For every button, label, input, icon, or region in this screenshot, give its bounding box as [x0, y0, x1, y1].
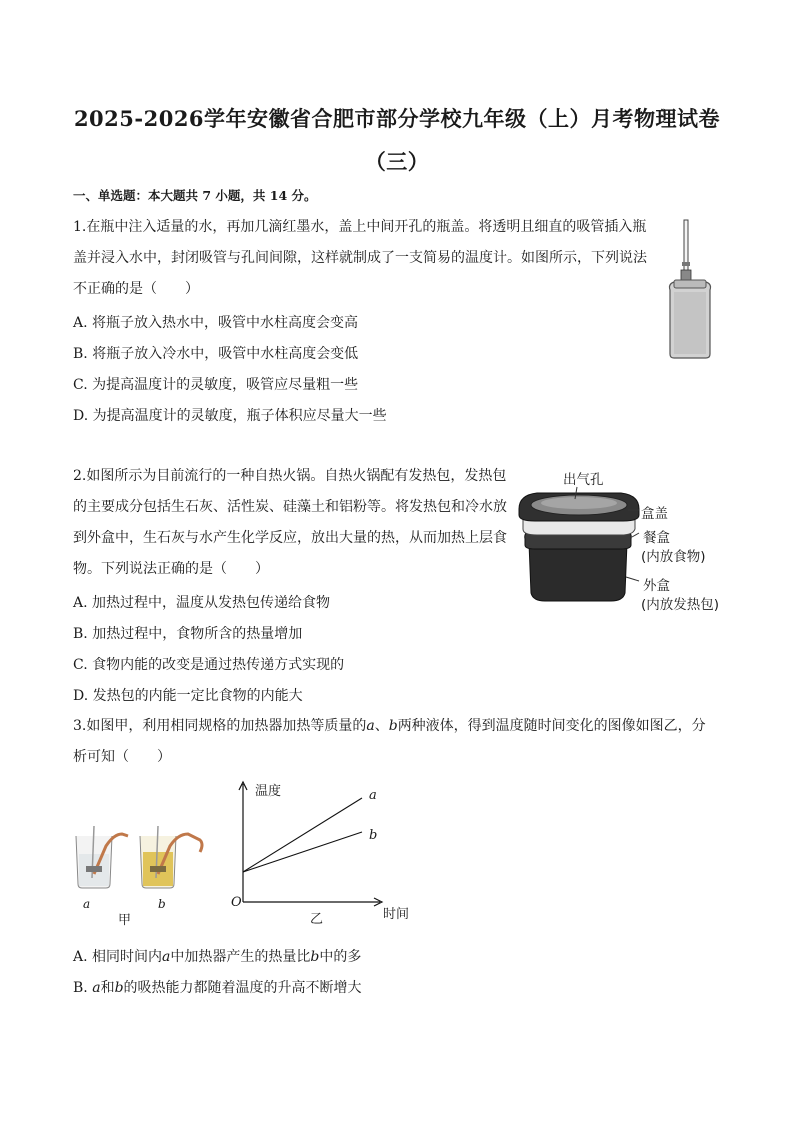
var-a: a [162, 949, 171, 965]
x-axis-label: 时间 [383, 907, 410, 922]
q3-optA-text-2: 中加热器产生的热量比 [170, 949, 311, 965]
beaker-b-label: b [158, 897, 166, 911]
beakers-figure [70, 826, 220, 892]
var-b: b [310, 949, 320, 965]
label-meal-box: 餐盒 [643, 530, 670, 546]
q2-option-c: C. 食物内能的改变是通过热传递方式实现的 [73, 657, 345, 673]
q3-option-a [73, 946, 361, 966]
self-heating-hotpot-figure [515, 485, 645, 605]
exam-title: 2025-2026学年安徽省合肥市部分学校九年级（上）月考物理试卷 [73, 106, 721, 131]
label-outer-box-note: (内放发热包) [641, 597, 720, 613]
label-vent: 出气孔 [563, 472, 604, 488]
q3-optB-text-2: 和 [100, 980, 115, 996]
line-b-label: b [369, 828, 378, 843]
bottle-thermometer-figure [664, 218, 724, 360]
q1-option-d: D. 为提高温度计的灵敏度，瓶子体积应尽量大一些 [73, 408, 387, 424]
beaker-a-label: a [83, 897, 91, 911]
q1-option-c: C. 为提高温度计的灵敏度，吸管应尽量粗一些 [73, 377, 359, 393]
q2-option-a: A. 加热过程中，温度从发热包传递给食物 [73, 595, 331, 611]
exam-title-part: （三） [364, 149, 430, 174]
var-a: a [366, 718, 375, 734]
q2-option-d: D. 发热包的内能一定比食物的内能大 [73, 688, 303, 704]
q1-stem-line-3: 不正确的是（ ） [73, 281, 199, 297]
label-lid: 盒盖 [641, 506, 668, 522]
var-b: b [388, 718, 398, 734]
q3-stem-line-1 [73, 717, 706, 735]
origin-label: O [231, 895, 242, 910]
q3-optA-text-3: 中的多 [319, 949, 362, 965]
q3-stem-sep: 、 [374, 718, 389, 734]
figure-jia-label: 甲 [118, 913, 132, 928]
q3-option-b [73, 977, 362, 997]
var-a: a [92, 980, 101, 996]
q3-stem-line-2: 析可知（ ） [73, 749, 171, 765]
q2-stem-line-3: 到外盒中，生石灰与水产生化学反应，放出大量的热，从而加热上层食 [73, 530, 507, 546]
q2-option-b: B. 加热过程中，食物所含的热量增加 [73, 626, 303, 642]
q3-optA-text-1: A. 相同时间内 [73, 949, 163, 965]
line-a-label: a [369, 788, 377, 803]
q1-option-b: B. 将瓶子放入冷水中，吸管中水柱高度会变低 [73, 346, 359, 362]
y-axis-label: 温度 [255, 784, 282, 799]
var-b: b [114, 980, 124, 996]
figure-yi-label: 乙 [310, 912, 324, 927]
q3-optB-text-3: 的吸热能力都随着温度的升高不断增大 [123, 980, 362, 996]
label-meal-box-note: (内放食物) [641, 549, 706, 565]
q3-optB-text-1: B. [73, 980, 93, 996]
q2-stem-line-4: 物。下列说法正确的是（ ） [73, 561, 269, 577]
q1-stem-line-2: 盖并浸入水中，封闭吸管与孔间间隙，这样就制成了一支简易的温度计。如图所示，下列说法 [73, 250, 647, 266]
q2-stem-line-2: 的主要成分包括生石灰、活性炭、硅藻土和铝粉等。将发热包和冷水放 [73, 499, 507, 515]
q3-stem-text-2: 两种液体，得到温度随时间变化的图像如图乙，分 [397, 718, 706, 734]
label-outer-box: 外盒 [643, 578, 670, 594]
q1-option-a: A. 将瓶子放入热水中，吸管中水柱高度会变高 [73, 315, 359, 331]
section-heading: 一、单选题：本大题共 7 小题，共 14 分。 [73, 188, 317, 203]
q2-stem-line-1: 2.如图所示为目前流行的一种自热火锅。自热火锅配有发热包，发热包 [73, 468, 507, 484]
q1-stem-line-1: 1.在瓶中注入适量的水，再加几滴红墨水，盖上中间开孔的瓶盖。将透明且细直的吸管插入瓶 [73, 219, 647, 235]
q3-stem-text-1: 3.如图甲，利用相同规格的加热器加热等质量的 [73, 718, 367, 734]
